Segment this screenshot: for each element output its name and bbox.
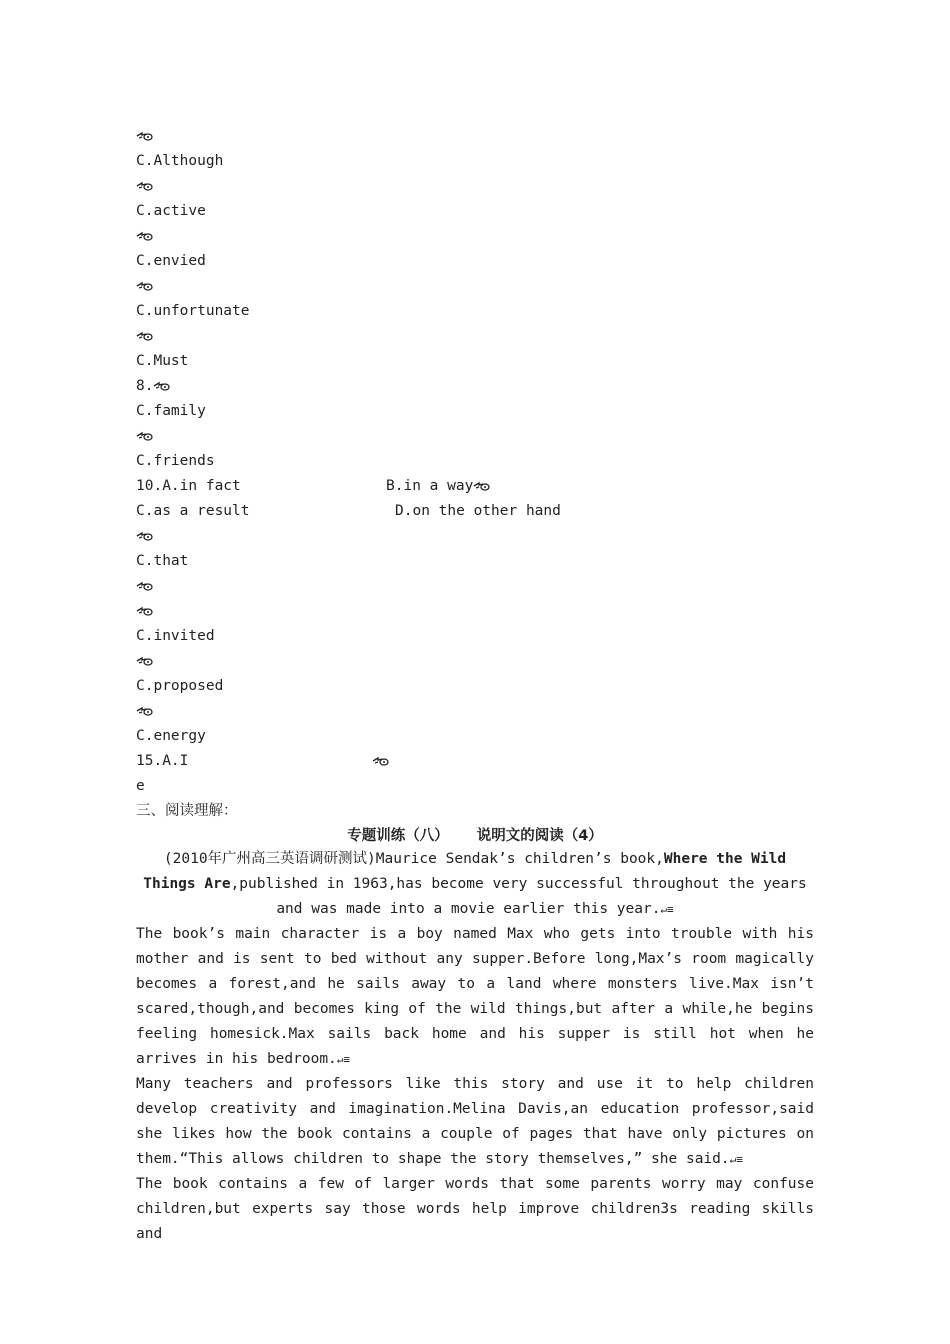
book-title: Where the Wild Things Are xyxy=(143,851,787,892)
anchor-icon xyxy=(136,605,154,617)
passage-paragraph: The book contains a few of larger words that some parents worry may confuse children,but experts say those words help improve children3s reading skills and xyxy=(136,1176,814,1242)
paragraph-mark: ↵≡ xyxy=(336,1053,351,1066)
anchor-mark xyxy=(136,576,154,596)
anchor-mark xyxy=(136,176,154,196)
option-line: C.friends xyxy=(136,453,215,469)
intro-prefix: (2010年广州高三英语调研测试)Maurice Sendak’s children’s book, xyxy=(163,851,664,867)
option-line: C.invited xyxy=(136,628,215,644)
option-line: 15.A.I xyxy=(136,753,189,769)
option-line: C.Must xyxy=(136,353,189,369)
anchor-icon xyxy=(136,580,154,592)
anchor-icon xyxy=(136,530,154,542)
page-title xyxy=(0,824,950,845)
anchor-icon xyxy=(136,180,154,192)
passage-paragraph xyxy=(136,922,814,1072)
option-line: C.proposed xyxy=(136,678,224,694)
question-number-line xyxy=(136,376,171,396)
paragraph-mark: ↵≡ xyxy=(660,903,674,916)
anchor-icon xyxy=(136,230,154,242)
option-line: C.Although xyxy=(136,153,224,169)
option-line: D.on the other hand xyxy=(395,503,561,519)
anchor-mark xyxy=(136,326,154,346)
section-heading: 三、阅读理解： xyxy=(136,803,238,819)
option-line: e xyxy=(136,778,145,794)
title-part-2: 说明文的阅读（4） xyxy=(476,828,603,844)
anchor-icon xyxy=(473,480,491,492)
paragraph-text: Many teachers and professors like this story and use it to help children develop creativity and imagination.Melina Davis,an education professor,said she likes how the book contains a couple of pages that have only pictures on them.“This allows children to shape the story themselves,” she said. xyxy=(136,1076,814,1167)
paragraph-text: The book’s main character is a boy named Max who gets into trouble with his mother and is sent to bed without any supper.Before long,Max’s room magically becomes a forest,and he sails away to a land where monsters live.Max isn’t scared,though,and becomes king of the wild things,but after a while,he begins feeling homesick.Max sails back home and his supper is still hot when he arrives in his bedroom. xyxy=(136,926,814,1067)
anchor-mark xyxy=(136,126,154,146)
anchor-icon xyxy=(136,280,154,292)
option-line: C.family xyxy=(136,403,206,419)
option-line: C.active xyxy=(136,203,206,219)
option-line: C.envied xyxy=(136,253,206,269)
passage-paragraph xyxy=(136,1072,814,1172)
option-text: B.in a way xyxy=(386,478,474,494)
anchor-icon xyxy=(372,755,390,767)
anchor-icon xyxy=(136,705,154,717)
anchor-icon xyxy=(136,130,154,142)
anchor-mark xyxy=(136,701,154,721)
option-line: C.as a result xyxy=(136,503,250,519)
anchor-icon xyxy=(136,655,154,667)
anchor-mark xyxy=(136,276,154,296)
option-line: C.that xyxy=(136,553,189,569)
anchor-mark xyxy=(136,651,154,671)
anchor-icon xyxy=(136,430,154,442)
anchor-mark xyxy=(372,751,390,771)
intro-suffix: ,published in 1963,has become very successful throughout the years and was made into a movie earlier this year. xyxy=(230,876,807,917)
paragraph-mark: ↵≡ xyxy=(729,1153,743,1166)
anchor-mark xyxy=(136,526,154,546)
option-line xyxy=(386,476,491,496)
anchor-icon xyxy=(153,380,171,392)
anchor-mark xyxy=(136,226,154,246)
title-part-1: 专题训练（八） xyxy=(347,828,449,844)
question-number: 8. xyxy=(136,378,154,394)
anchor-mark xyxy=(136,426,154,446)
option-line: 10.A.in fact xyxy=(136,478,241,494)
passage-intro xyxy=(136,847,814,922)
anchor-mark xyxy=(136,601,154,621)
option-line: C.unfortunate xyxy=(136,303,250,319)
option-line: C.energy xyxy=(136,728,206,744)
anchor-icon xyxy=(136,330,154,342)
